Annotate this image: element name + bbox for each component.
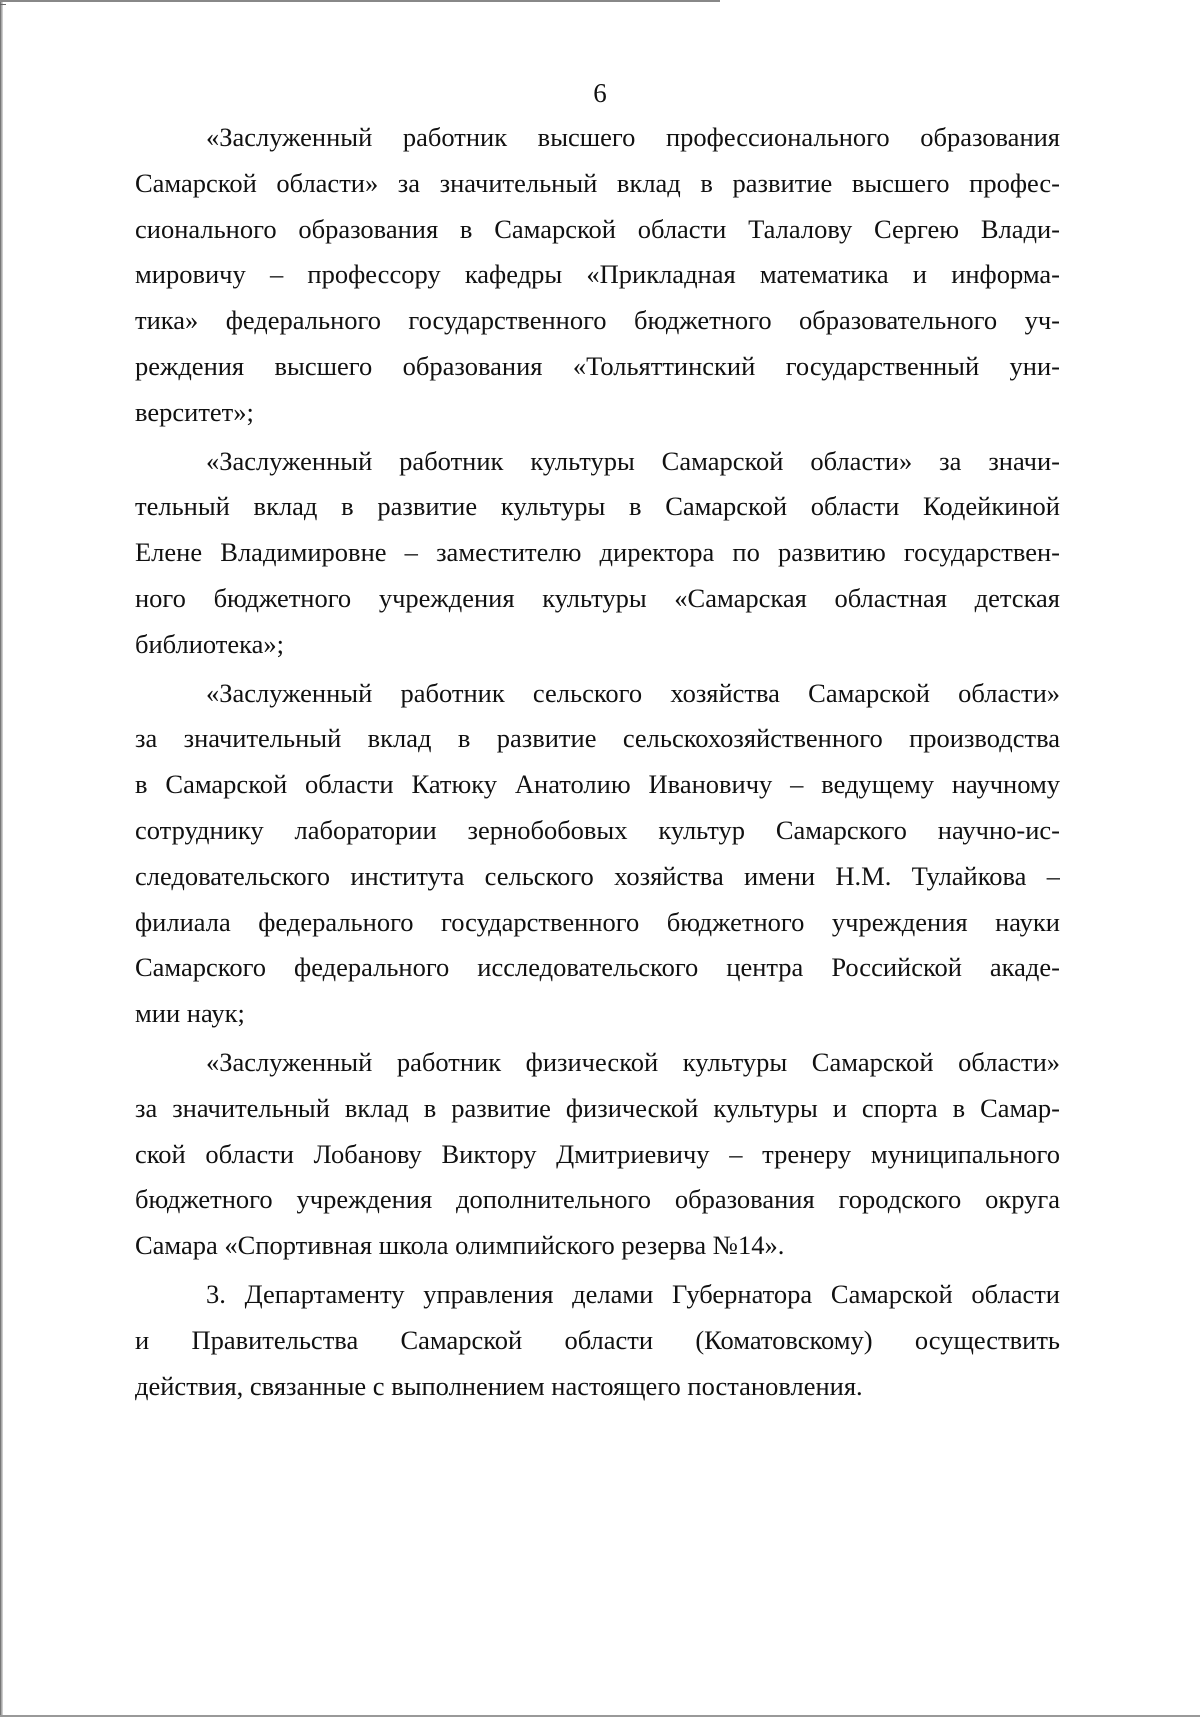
text-line: мии наук; xyxy=(135,998,245,1029)
text-line: ской области Лобанову Виктору Дмитриевичу – тренеру муниципального xyxy=(135,1138,1060,1169)
text-line: библиотека»; xyxy=(135,628,284,659)
text-line: в Самарской области Катюку Анатолию Ивановичу – ведущему научному xyxy=(135,769,1060,800)
text-line: бюджетного учреждения дополнительного образования городского округа xyxy=(135,1184,1060,1215)
text-line: Елене Владимировне – заместителю директора по развитию государствен- xyxy=(135,537,1060,568)
text-line: действия, связанные с выполнением настоящего постановления. xyxy=(135,1370,863,1401)
text-line: за значительный вклад в развитие физической культуры и спорта в Самар- xyxy=(135,1092,1060,1123)
text-line: сотруднику лаборатории зернобобовых культур Самарского научно-ис- xyxy=(135,814,1060,845)
text-line: Самара «Спортивная школа олимпийского резерва №14». xyxy=(135,1230,785,1261)
text-line: тельный вклад в развитие культуры в Самарской области Кодейкиной xyxy=(135,491,1060,522)
text-line: ного бюджетного учреждения культуры «Самарская областная детская xyxy=(135,582,1060,613)
text-line: сионального образования в Самарской области Талалову Сергею Влади- xyxy=(135,213,1060,244)
text-line: 3. Департаменту управления делами Губернатора Самарской области xyxy=(206,1278,1060,1309)
scan-top-edge xyxy=(0,0,720,2)
text-line: тика» федерального государственного бюджетного образовательного уч- xyxy=(135,305,1060,336)
text-line: мировичу – профессору кафедры «Прикладная математика и информа- xyxy=(135,259,1060,290)
text-line: «Заслуженный работник высшего профессионального образования xyxy=(206,122,1060,152)
text-line: и Правительства Самарской области (Коматовскому) осуществить xyxy=(135,1324,1060,1355)
text-line: за значительный вклад в развитие сельскохозяйственного производства xyxy=(135,723,1060,754)
paragraph-spacer xyxy=(135,1409,1060,1412)
text-line: филиала федерального государственного бюджетного учреждения науки xyxy=(135,906,1060,937)
text-line: реждения высшего образования «Тольяттинский государственный уни- xyxy=(135,350,1060,381)
text-line: «Заслуженный работник сельского хозяйства Самарской области» xyxy=(206,677,1060,708)
paragraph-physical-culture-award xyxy=(135,1040,1060,1269)
paragraph-higher-education-award xyxy=(135,115,1060,436)
page-number: 6 xyxy=(593,78,607,108)
text-line: следовательского института сельского хозяйства имени Н.М. Тулайкова – xyxy=(135,860,1060,891)
text-line: верситет»; xyxy=(135,396,254,427)
scan-corner-mark xyxy=(0,4,6,5)
text-line: Самарской области» за значительный вклад в развитие высшего профес- xyxy=(135,167,1060,198)
text-line: «Заслуженный работник культуры Самарской области» за значи- xyxy=(206,445,1060,476)
scan-left-edge xyxy=(0,0,3,1717)
paragraph-culture-award xyxy=(135,439,1060,668)
paragraph-clause-3 xyxy=(135,1272,1060,1409)
paragraph-agriculture-award xyxy=(135,671,1060,1037)
text-line: «Заслуженный работник физической культуры Самарской области» xyxy=(206,1046,1060,1077)
document-body xyxy=(135,115,1060,1412)
text-line: Самарского федерального исследовательского центра Российской акаде- xyxy=(135,952,1060,983)
